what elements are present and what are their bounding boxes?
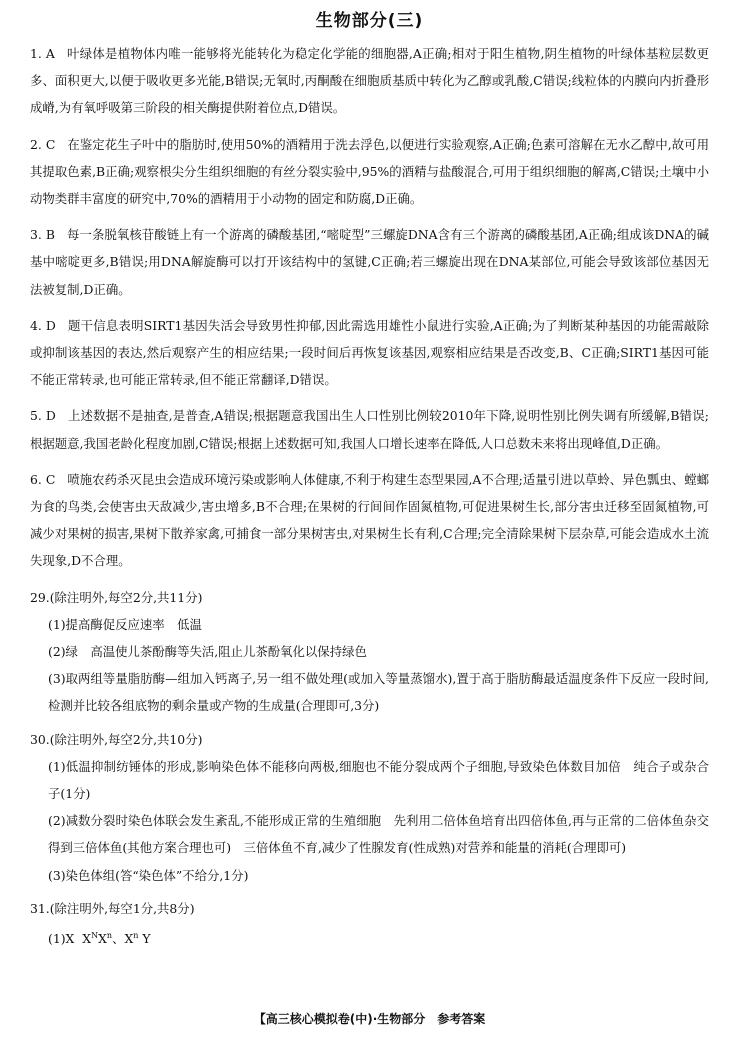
sub-answer: (3)取两组等量脂肪酶—组加入钙离子,另一组不做处理(或加入等量蒸馏水),置于高于脂肪酶最适温度条件下反应一段时间,检测并比较各组底物的剩余量或产物的生成量(合理即可,3分) [48,671,709,714]
sub-answer: (2)减数分裂时染色体联会发生紊乱,不能形成正常的生殖细胞 先利用二倍体鱼培育出四倍体鱼,再与正常的二倍体鱼杂交得到三倍体鱼(其他方案合理也可) 三倍体鱼不育,减少了性腺发育(性成熟)对营养和能量的消耗(合理即可) [48,813,709,856]
choice-answers [30,40,709,575]
question-4: 4. D 题干信息表明SIRT1基因失活会导致男性抑郁,因此需选用雄性小鼠进行实验,A正确;为了判断某种基因的功能需敲除或抑制该基因的表达,然后观察产生的相应结果;一段时间后再恢复该基因,观察相应结果是否改变,B、C正确;SIRT1基因可能不能正常转录,也可能正常转录,但不能正常翻译,D错误。 [30,317,709,388]
page-title: 生物部分(三) [315,11,424,31]
question-5: 5. D 上述数据不是抽查,是普查,A错误;根据题意我国出生人口性别比例较2010年下降,说明性别比例失调有所缓解,B错误;根据题意,我国老龄化程度加剧,C错误;根据上述数据可知,我国人口增长速率在降低,人口总数未来将出现峰值,D正确。 [30,408,709,451]
question-1: 1. A 叶绿体是植物体内唯一能够将光能转化为稳定化学能的细胞器,A正确;相对于阳生植物,阴生植物的叶绿体基粒层数更多、面积更大,以便于吸收更多光能,B错误;无氧时,丙酮酸在细胞质基质中转化为乙醇或乳酸,C错误;线粒体的内膜向内折叠形成嵴,为有氧呼吸第三阶段的相关酶提供附着位点,D错误。 [30,46,709,116]
question-3: 3. B 每一条脱氧核苷酸链上有一个游离的磷酸基团,“嘧啶型”三螺旋DNA含有三个游离的磷酸基团,A正确;组成该DNA的碱基中嘧啶更多,B错误;用DNA解旋酶可以打开该结构中的氢键,C正确;若三螺旋出现在DNA某部位,可能会导致该部位基因无法被复制,D正确。 [30,227,709,297]
sub-answer: (1)低温抑制纺锤体的形成,影响染色体不能移向两极,细胞也不能分裂成两个子细胞,导致染色体数目加倍 纯合子或杂合子(1分) [48,758,709,802]
sub-answer: (2)绿 高温使儿茶酚酶等失活,阻止儿茶酚氧化以保持绿色 [48,644,367,660]
block-head: 31.(除注明外,每空1分,共8分) [30,900,195,916]
sub-answer: (1)提高酶促反应速率 低温 [48,616,202,632]
page-footer: 【高三核心模拟卷(中)·生物部分 参考答案 [253,1012,486,1026]
sub-answer: (3)染色体组(答“染色体”不给分,1分) [48,867,249,883]
answer-30 [30,726,709,889]
block-head: 29.(除注明外,每空2分,共11分) [30,589,203,605]
block-head: 30.(除注明外,每空2分,共10分) [30,731,203,747]
question-6: 6. C 喷施农药杀灭昆虫会造成环境污染或影响人体健康,不利于构建生态型果园,A不合理;适量引进以草蛉、异色瓢虫、螳螂为食的鸟类,会使害虫天敌减少,害虫增多,B不合理;在果树的行间间作固氮植物,可促进果树生长,部分害虫迁移至固氮植物,可减少对果树的损害,果树下散养家禽,可捕食一部分果树害虫,对果树生长有利,C合理;完全清除果树下层杂草,可能会造成水土流失现象,D不合理。 [30,471,709,569]
question-2: 2. C 在鉴定花生子叶中的脂肪时,使用50%的酒精用于洗去浮色,以便进行实验观察,A正确;色素可溶解在无水乙醇中,故可用其提取色素,B正确;观察根尖分生组织细胞的有丝分裂实验中,95%的酒精与盐酸混合,可用于组织细胞的解离,C错误;土壤中小动物类群丰富度的研究中,70%的酒精用于小动物的固定和防腐,D正确。 [30,136,709,207]
sub-answer-genotypes: (1)X $X^NX^n$、$X^n$ Y [48,931,151,947]
answer-31 [30,895,709,953]
answer-29 [30,584,709,720]
